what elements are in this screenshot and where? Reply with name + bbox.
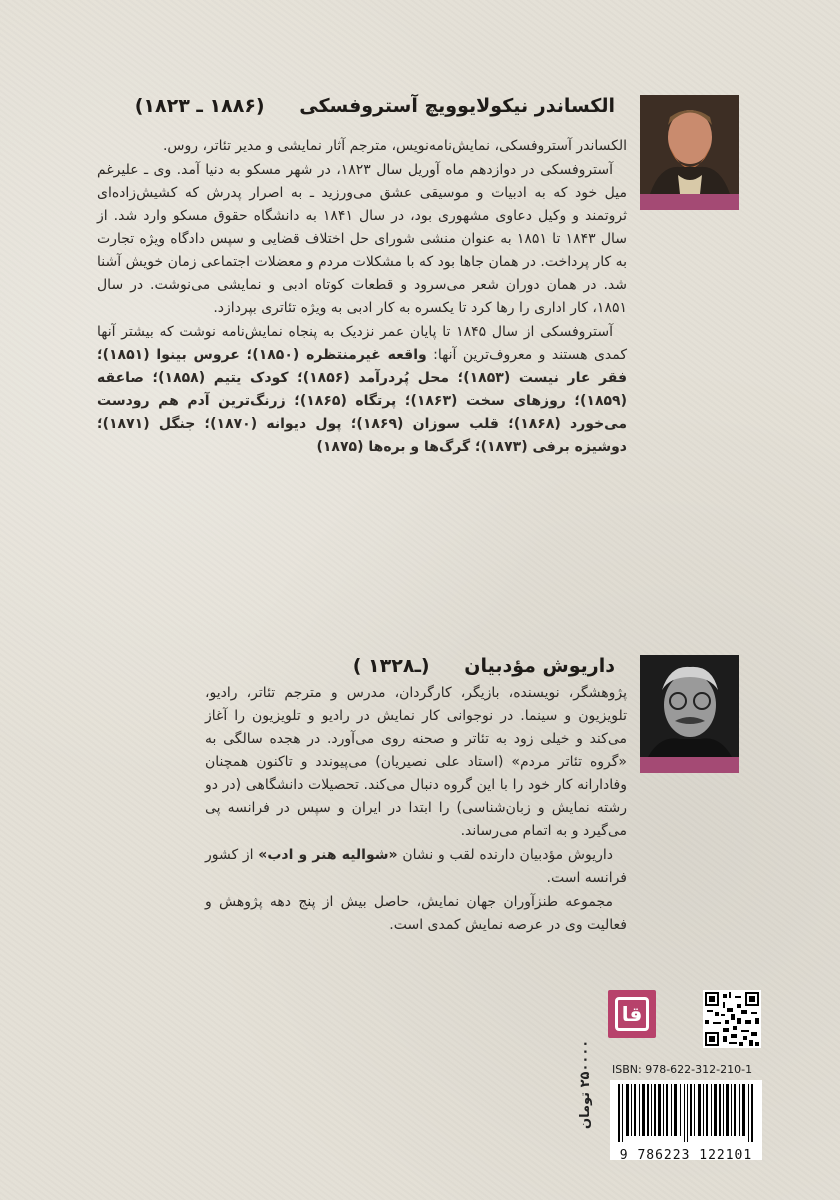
section2-p2-pre: داریوش مؤدبیان دارنده لقب و نشان <box>402 847 614 863</box>
section2-paragraph: مجموعه طنزآوران جهان نمایش، حاصل بیش از پنج دهه پژوهش و فعالیت وی در عرصه نمایش کمدی است. <box>205 894 627 933</box>
barcode <box>610 1080 762 1163</box>
barcode-bars <box>610 1080 762 1142</box>
section2-p2-bold: «شوالیه هنر و ادب» <box>258 847 398 863</box>
section1-works-intro: آستروفسکی از سال ۱۸۴۵ تا پایان عمر نزدیک به پنجاه نمایش‌نامه نوشت که بیشتر آنها کمدی هستند و معروف‌ترین آنها: <box>97 324 628 363</box>
section2-paragraph <box>205 844 627 890</box>
qr-code-icon <box>703 990 761 1048</box>
section1-paragraph: الکساندر آستروفسکی، نمایش‌نامه‌نویس، مترجم آثار نمایشی و مدیر تئاتر، روس. <box>162 138 627 154</box>
author2-accent-bar <box>640 757 739 773</box>
author1-accent-bar <box>640 194 739 210</box>
section1-works-paragraph <box>97 321 627 459</box>
section1-body <box>97 135 627 460</box>
author2-portrait <box>640 655 739 773</box>
publisher-logo-glyph: قا <box>615 997 649 1031</box>
section1-heading <box>95 95 615 117</box>
section2-p2-post: از کشور فرانسه است. <box>205 847 627 886</box>
author2-photo <box>640 655 739 757</box>
publisher-logo <box>608 990 656 1038</box>
author1-dates: (۱۸۸۶ ـ ۱۸۲۳) <box>134 95 265 117</box>
author2-dates: (ـ۱۳۲۸ ) <box>352 655 430 677</box>
section2-paragraph: پژوهشگر، نویسنده، بازیگر، کارگردان، مدرس و مترجم تئاتر، رادیو، تلویزیون و سینما. در نوجوانی کار نمایش در رادیو و تلویزیون را آغاز می‌کند و خیلی زود به تئاتر و صحنه روی می‌آورد. در هجده سالگی به «گروه تئاتر مردم» (استاد علی نصیریان) می‌پیوندد و تاکنون همچنان وفادارانه کار خود را با این گروه دنبال می‌کند. تحصیلات دانشگاهی (در دو رشته نمایش و زبان‌شناسی) را ابتدا در ایران و سپس در فرانسه پی می‌گیرد و به اتمام می‌رساند. <box>205 685 627 839</box>
author2-name: داریوش مؤدبیان <box>464 655 615 677</box>
section1-paragraph: آستروفسکی در دوازدهم ماه آوریل سال ۱۸۲۳، در شهر مسکو به دنیا آمد. وی ـ علیرغم میل خود که به ادبیات و موسیقی عشق می‌ورزید ـ به اصرار پدرش که کشیش‌زاده‌ای ثروتمند و وکیل دعاوی مشهوری بود، در سال ۱۸۴۱ به دانشگاه حقوق مسکو وارد شد. از سال ۱۸۴۳ تا ۱۸۵۱ به عنوان منشی شورای حل اختلاف قضایی و سپس دادگاه ویژه تجارت به کار پرداخت. در همان جاها بود که با مشکلات مردم و معضلات اجتماعی زمان خویش آشنا شد. در همان دوران شعر می‌سرود و قطعات کوتاه ادبی و نمایشی می‌نوشت. در سال ۱۸۵۱، کار اداری را رها کرد تا یکسره به کار ادبی به ویژه تئاتری بپردازد. <box>97 162 627 316</box>
price-label: ۲۵۰۰۰۰ تومان <box>578 1040 593 1130</box>
author1-name: الکساندر نیکولایوویچ آستروفسکی <box>299 95 615 117</box>
section2-heading <box>95 655 615 677</box>
isbn-label: ISBN: 978-622-312-210-1 <box>612 1063 753 1076</box>
author1-photo <box>640 95 739 194</box>
section1-works-list: واقعه غیرمنتظره (۱۸۵۰)؛ عروس بینوا (۱۸۵۱)؛ فقر عار نیست (۱۸۵۳)؛ محل پُردرآمد (۱۸۵۶)؛ کودک یتیم (۱۸۵۸)؛ صاعقه (۱۸۵۹)؛ روزهای سخت (۱۸۶۳)؛ پرتگاه (۱۸۶۵)؛ زرنگ‌ترین آدم هم رودست می‌خورد (۱۸۶۸)؛ قلب سوزان (۱۸۶۹)؛ پول دیوانه (۱۸۷۰)؛ جنگل (۱۸۷۱)؛ دوشیزه برفی (۱۸۷۳)؛ گرگ‌ها و بره‌ها (۱۸۷۵) <box>97 347 627 455</box>
author1-portrait <box>640 95 739 210</box>
qr-code <box>703 990 761 1048</box>
section2-body <box>205 682 627 938</box>
barcode-digits: 9 786223 122101 <box>619 1148 753 1163</box>
